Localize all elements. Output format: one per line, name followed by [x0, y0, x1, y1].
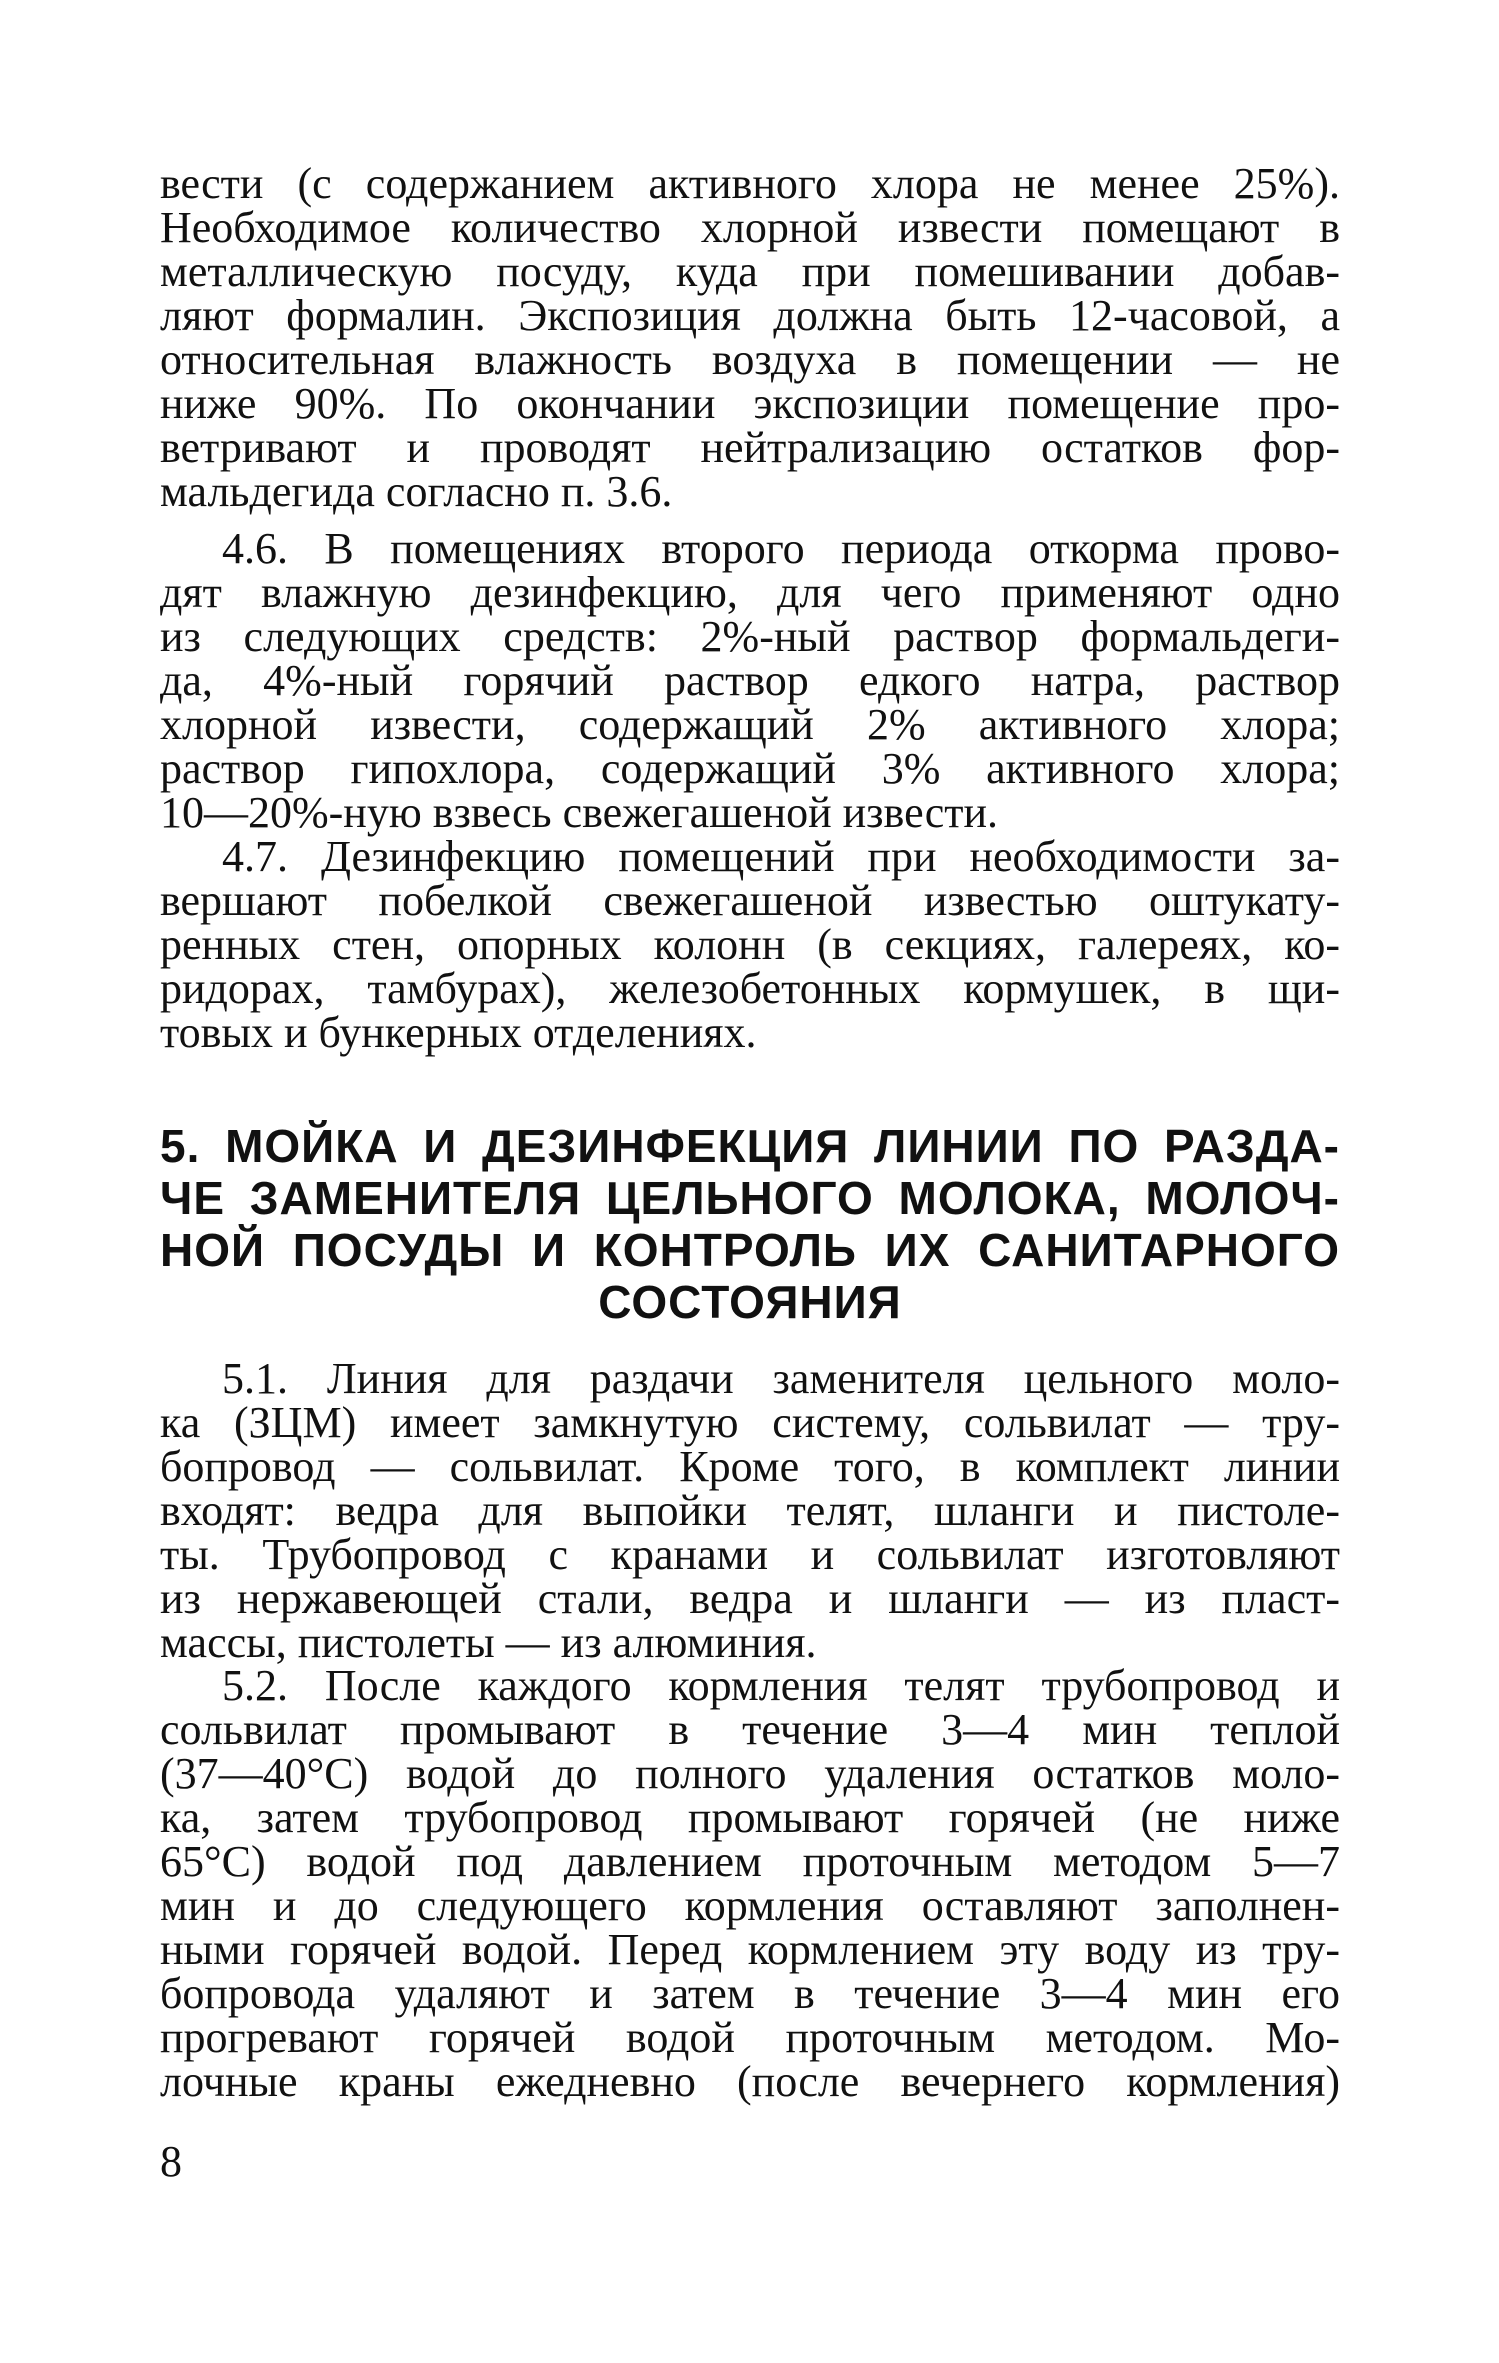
text-line: (37—40°С) водой до полного удаления остатков моло-	[160, 1749, 1340, 1798]
text-line: ридорах, тамбурах), железобетонных кормушек, в щи-	[160, 964, 1340, 1013]
text-line: хлорной извести, содержащий 2% активного хлора;	[160, 700, 1340, 749]
text-line: входят: ведра для выпойки телят, шланги и пистоле-	[160, 1486, 1340, 1535]
text-line: ка (ЗЦМ) имеет замкнутую систему, сольвилат — тру-	[160, 1398, 1340, 1447]
text-line: из нержавеющей стали, ведра и шланги — из пласт-	[160, 1574, 1340, 1623]
text-line: лочные краны ежедневно (после вечернего кормления)	[160, 2057, 1340, 2106]
text-line: бопровод — сольвилат. Кроме того, в комплект линии	[160, 1442, 1340, 1491]
text-line: ветривают и проводят нейтрализацию остатков фор-	[160, 423, 1340, 472]
text-line: 4.7. Дезинфекцию помещений при необходимости за-	[222, 832, 1340, 881]
text-line: сольвилат промывают в течение 3—4 мин теплой	[160, 1705, 1340, 1754]
text-line: да, 4%-ный горячий раствор едкого натра, раствор	[160, 656, 1340, 705]
text-line: прогревают горячей водой проточным методом. Мо-	[160, 2013, 1340, 2062]
text-line: массы, пистолеты — из алюминия.	[160, 1618, 817, 1667]
text-line: 65°С) водой под давлением проточным методом 5—7	[160, 1837, 1340, 1886]
text-line: ты. Трубопровод с кранами и сольвилат изготовляют	[160, 1530, 1340, 1579]
page-number: 8	[160, 2137, 182, 2186]
text-line: мин и до следующего кормления оставляют заполнен-	[160, 1881, 1340, 1930]
text-line: относительная влажность воздуха в помещении — не	[160, 335, 1340, 384]
text-line: из следующих средств: 2%-ный раствор формальдеги-	[160, 612, 1340, 661]
text-line: мальдегида согласно п. 3.6.	[160, 467, 673, 516]
text-line: 10—20%-ную взвесь свежегашеной извести.	[160, 788, 998, 837]
text-line: бопровода удаляют и затем в течение 3—4 мин его	[160, 1969, 1340, 2018]
text-line: ренных стен, опорных колонн (в секциях, галереях, ко-	[160, 920, 1340, 969]
text-line: 4.6. В помещениях второго периода откорма прово-	[222, 524, 1340, 573]
text-line: вершают побелкой свежегашеной известью оштукату-	[160, 876, 1340, 925]
text-line: 5.1. Линия для раздачи заменителя цельного моло-	[222, 1354, 1340, 1403]
text-line: вести (с содержанием активного хлора не менее 25%).	[160, 159, 1340, 208]
heading-line: СОСТОЯНИЯ	[598, 1276, 902, 1328]
text-line: дят влажную дезинфекцию, для чего применяют одно	[160, 568, 1340, 617]
text-line: 5.2. После каждого кормления телят трубопровод и	[222, 1661, 1340, 1710]
text-line: раствор гипохлора, содержащий 3% активного хлора;	[160, 744, 1340, 793]
text-line: Необходимое количество хлорной извести помещают в	[160, 203, 1340, 252]
text-line: товых и бункерных отделениях.	[160, 1008, 757, 1057]
text-line: ниже 90%. По окончании экспозиции помещение про-	[160, 379, 1340, 428]
heading-line: НОЙ ПОСУДЫ И КОНТРОЛЬ ИХ САНИТАРНОГО	[160, 1224, 1340, 1276]
heading-line: ЧЕ ЗАМЕНИТЕЛЯ ЦЕЛЬНОГО МОЛОКА, МОЛОЧ-	[160, 1172, 1340, 1224]
text-line: ными горячей водой. Перед кормлением эту воду из тру-	[160, 1925, 1340, 1974]
heading-line: 5. МОЙКА И ДЕЗИНФЕКЦИЯ ЛИНИИ ПО РАЗДА-	[160, 1120, 1340, 1172]
text-line: ка, затем трубопровод промывают горячей (не ниже	[160, 1793, 1340, 1842]
text-line: металлическую посуду, куда при помешивании добав-	[160, 247, 1340, 296]
text-line: ляют формалин. Экспозиция должна быть 12-часовой, а	[160, 291, 1340, 340]
